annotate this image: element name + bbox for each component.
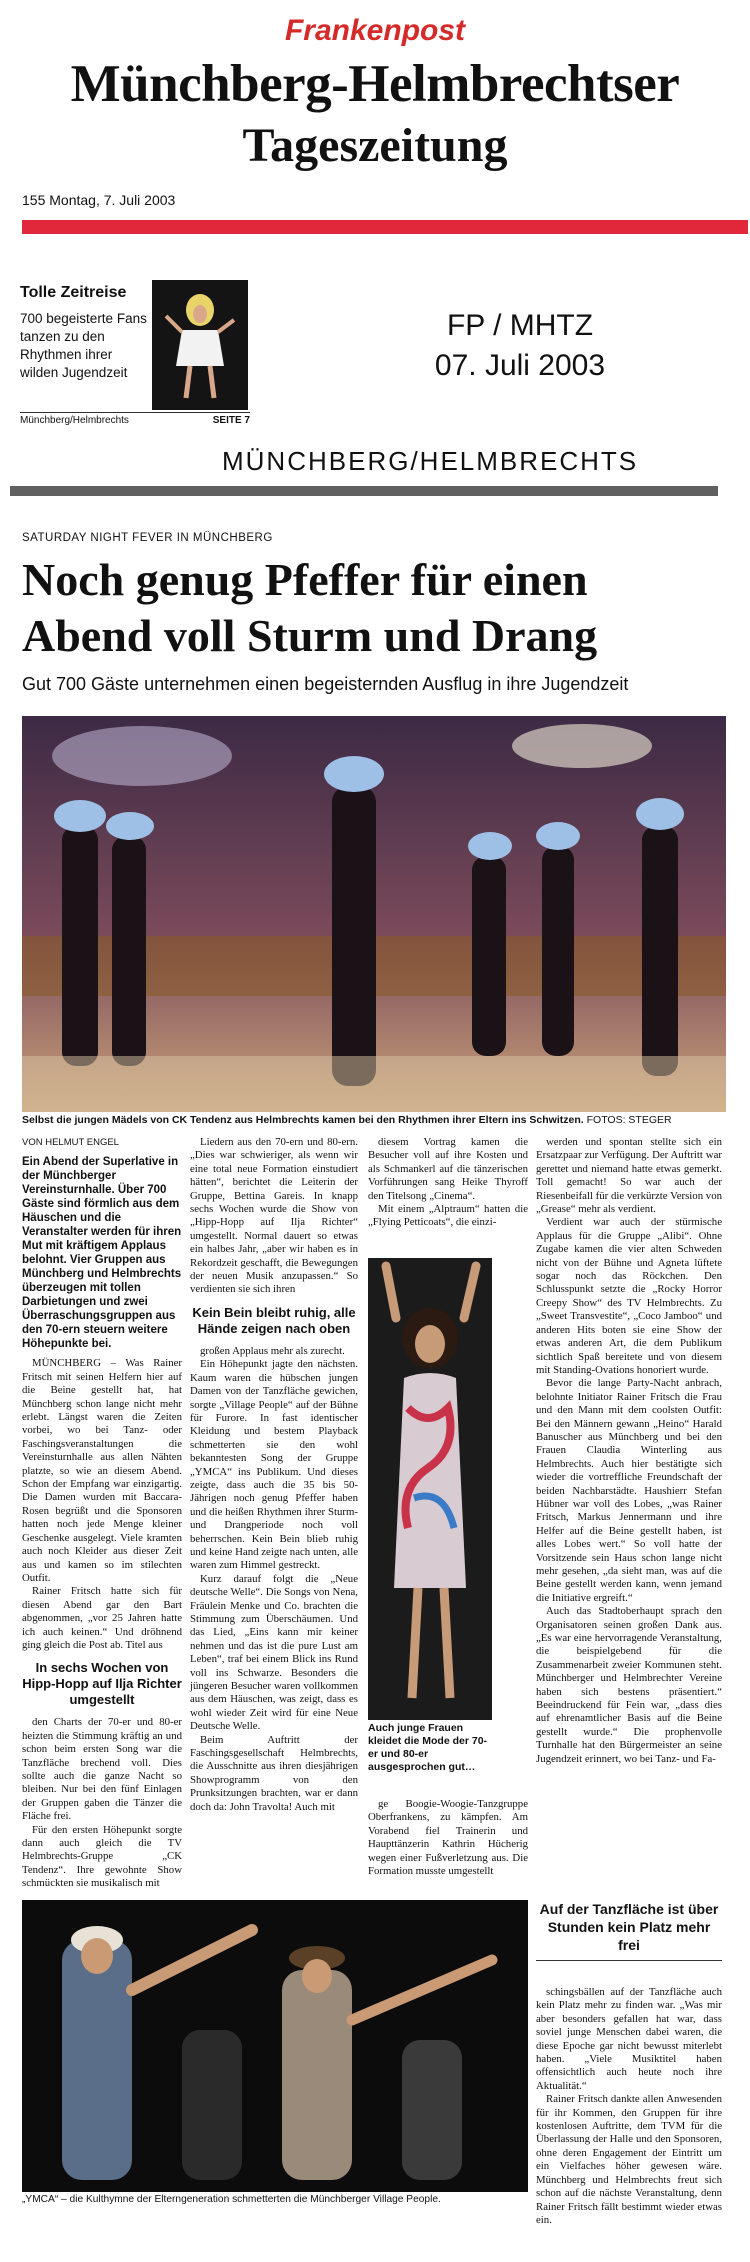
teaser-title: Tolle Zeitreise [20, 284, 127, 301]
teaser-location: Münchberg/Helmbrechts [20, 415, 129, 426]
young-woman-photo [368, 1258, 492, 1720]
article-column-3-bottom [368, 1798, 528, 1892]
issue-line: 155 Montag, 7. Juli 2003 [22, 192, 176, 208]
body-paragraph: Für den ersten Höhepunkt sorgte dann auch gleich die TV Helmbrechts-Gruppe „CK Tendenz“. Ihre gewohnte Show schmückten sie musikalisch mit [22, 1823, 182, 1890]
body-paragraph: Bevor die lange Party-Nacht anbrach, belohnte Initiator Rainer Fritsch die Frau und den Mann mit dem coolsten Outfit: Bei den Männern gewann „Heino“ Harald Banuscher aus Münchberg und bei den Frauen Claudia Winterling aus Helmbrechts. Auch hier bestätigte sich wieder die vortreffliche Freundschaft der beiden Nachbarstädte. Haushierr Stefan Hübner war voll des Lobes, „was Rainer Fritsch, Markus Jennermann und ihre Helfer auf die Beine gestellt haben, ist alles Lobes wert.“ So voll hatte der Vorsitzende sein Haus schon lange nicht mehr gesehen, „da sieht man, was auf die Beine gestellt werden kann, wenn jemand die Initiative ergreift.“ [536, 1377, 722, 1604]
newspaper-subtitle: Tageszeitung [242, 119, 508, 172]
article-column-4 [536, 1136, 722, 1892]
section-title: MÜNCHBERG/HELMBRECHTS [222, 446, 639, 476]
body-paragraph: Rainer Fritsch dankte allen Anwesenden für ihr Kommen, den Gruppen für ihre kostenlosen Auftritte, dem TVM für die Überlassung der Halle und den Sponsoren, ohne deren Engagement der Eintritt um ein Vielfaches höher gewesen wäre. Münchberg und Helmbrechts freut sich schon auf die nächste Veranstaltung, denn Rainer Fritsch fällt bestimmt wieder etwas ein. [536, 2093, 722, 2226]
intertitle-side: Auf der Tanzfläche ist über Stunden kein Platz mehr frei [536, 1900, 722, 1961]
article-kicker: SATURDAY NIGHT FEVER IN MÜNCHBERG [22, 532, 273, 544]
article-lead: Ein Abend der Superlative in der Münchberger Vereinsturnhalle. Über 700 Gäste sind förmlich aus dem Häuschen und die Veranstalter werden für ihren Mut mit kräftigem Applaus belohnt. Vier Gruppen aus Münchberg und Helmbrechts überzeugen mit tollen Darbietungen und zwei Überraschungsgruppen aus den 70-ern steuern weitere Höhepunkte bei. [22, 1156, 182, 1351]
teaser-text: 700 begeisterte Fans tanzen zu den Rhythmen ihrer wilden Jugendzeit [20, 311, 147, 380]
archive-stamp [390, 306, 650, 386]
body-paragraph: den Charts der 70-er und 80-er heizten die Stimmung kräftig an und schon beim ersten Song war die Tanzfläche brechend voll. Dies sollte auch die ganze Nacht so bleiben. Nur bei den fünf Einlagen der Gruppen gaben die Tänzer die Fläche frei. [22, 1716, 182, 1823]
article-column-1 [22, 1136, 182, 1892]
photo1-caption-line [22, 1114, 726, 1126]
body-paragraph: Mit einem „Alptraum“ hatten die „Flying Petticoats“, die einzi- [368, 1203, 528, 1229]
article-column-3-top [368, 1136, 528, 1254]
photo1-caption: Selbst die jungen Mädels von CK Tendenz aus Helmbrechts kamen bei den Rhythmen ihrer Eltern ins Schwitzen. [22, 1114, 584, 1126]
stamp-date: 07. Juli 2003 [434, 349, 606, 382]
body-paragraph: MÜNCHBERG – Was Rainer Fritsch mit seinen Helfern hier auf die Beine gestellt hat, hat Münchberg schon lange nicht mehr erlebt. Längst waren die Zeiten vorbei, wo bei Tanz- oder Faschingsveranstaltungen die Vereinsturnhalle aus allen Nähten platzte, so wie an diesem Abend. Schon der Empfang war einzigartig. Die Damen wurden mit Baccara-Rosen begrüßt und die Sponsoren hatten noch jede Menge kleiner Geschenke ausgelegt. Viele kramten auch noch Kleider aus dieser Zeit aus und kamen so im stilechten Outfit. [22, 1357, 182, 1584]
photo3-caption: „YMCA“ – die Kulthymne der Elterngeneration schmetterten die Münchberger Village People. [22, 2194, 441, 2205]
dance-stage-photo [22, 716, 726, 1112]
teaser-footer [20, 412, 250, 426]
section-rule [10, 486, 718, 496]
teaser-photo [152, 280, 248, 410]
body-paragraph: Liedern aus den 70-ern und 80-ern. „Dies war schwieriger, als wenn wir eine total neue Formation einstudiert hätten“, berichtet die Leiterin der Gruppe, Bettina Gareis. In knapp sechs Wochen wurde die Show von „Hipp-Hopp auf Ilja Richter“ umgestellt. Normal dauert so etwas ein halbes Jahr, „aber wir haben es in Rekordzeit geschafft, die Bewegungen der neuen Musik anzupassen.“ So verdienten sie sich ihren [190, 1136, 358, 1296]
article-column-2 [190, 1136, 358, 1892]
stamp-source: FP / MHTZ [446, 309, 594, 342]
article-subheadline: Gut 700 Gäste unternehmen einen begeisternden Ausflug in ihre Jugendzeit [22, 674, 629, 694]
teaser-page: SEITE 7 [212, 415, 250, 426]
body-paragraph: Verdient war auch der stürmische Applaus für die Gruppe „Alibi“. Ohne Zugabe kamen die vier alten Schweden nicht von der Bühne und Agneta lüftete sogar noch das Röckchen. Den Schlusspunkt setzte die „Rocky Horror Creepy Show“ des TV Helmbrechts. Zu „Sweet Transvestite“, „Coco Jamboo“ und anderen Hits boten sie eine Show der etwas anderen Art, die dem Publikum sichtlich Spaß bereitete und von diesem mit Standing-Ovations honoriert wurde. [536, 1216, 722, 1376]
newspaper-title: Münchberg-Helmbrechtser [70, 55, 680, 113]
photo2-caption: Auch junge Frauen kleidet die Mode der 70-er und 80-er ausgesprochen gut… [368, 1722, 488, 1773]
body-paragraph: schingsbällen auf der Tanzfläche auch kein Platz mehr zu finden war. „Was mir aber besonders gefallen hat war, dass soviel junge Menschen dabei waren, die diese Epoche gar nicht bewusst miterlebt haben. „Viele Musiktitel haben offensichtlich auch heute noch ihre Aktualität.“ [536, 1986, 722, 2092]
body-paragraph: Rainer Fritsch hatte sich für diesen Abend gar den Bart abgenommen, „vor 25 Jahren hatte ich auch keinen.“ Und dröhnend ging gleich die Post ab. Titel aus [22, 1585, 182, 1651]
body-paragraph: Beim Auftritt der Faschingsgesellschaft Helmbrechts, die Ausschnitte aus ihren diesjährigen Showprogramm von den Prunksitzungen brachten, war er dann doch da: John Travolta! Auch mit [190, 1733, 358, 1813]
photo1-credit: FOTOS: STEGER [586, 1114, 672, 1126]
byline: VON HELMUT ENGEL [22, 1137, 119, 1148]
body-paragraph: ge Boogie-Woogie-Tanzgruppe Oberfrankens, zu kämpfen. Am Vorabend fiel Trainerin und Haupttänzerin Kathrin Hücherig wegen einer Fußverletzung aus. Die Formation musste umgestellt [368, 1798, 528, 1878]
body-paragraph: Auch das Stadtoberhaupt sprach den Organisatoren seinen großen Dank aus. „Es war eine hervorragende Veranstaltung, die beispielgebend für die Zusammenarbeit zweier Kommunen steht. Münchberger und Helmbrechter Vereine haben sich bestens präsentiert.“ Beeindruckend für Fein war, „dass dies auf ehrenamtlicher Basis auf die Beine gestellt wurde.“ Die prophenvolle Turnhalle hat den Bürgermeister an seine Jugendzeit erinnert, wo bei Tanz- und Fa- [536, 1605, 722, 1765]
ymca-photo [22, 1900, 528, 2192]
body-paragraph: großen Applaus mehr als zurecht. [200, 1344, 345, 1357]
article-column-5 [536, 1986, 722, 2226]
intertitle: In sechs Wochen von Hipp-Hopp auf Ilja Richter umgestellt [22, 1660, 182, 1708]
article-headline: Noch genug Pfeffer für einen Abend voll Sturm und Drang [22, 554, 598, 661]
intertitle: Kein Bein bleibt ruhig, alle Hände zeigen nach oben [192, 1304, 356, 1336]
brand-logo: Frankenpost [284, 14, 466, 47]
masthead-red-bar [22, 220, 748, 234]
body-paragraph: Ein Höhepunkt jagte den nächsten. Kaum waren die hübschen jungen Damen von der Tanzfläche gewichen, sorgte „Village People“ auf der Bühne für Furore. In fast identischer Kleidung und bestem Playback schmetterten sie den wohl bekanntesten Song der Gruppe „YMCA“ ins Publikum. Und dieses zeigte, dass auch die 35 bis 50-Jährigen noch genug Pfeffer haben und die heißen Rhythmen ihrer Sturm- und Drangperiode noch voll beherrschen. Kein Bein blieb ruhig und keine Hand zeigte nach unten, alle waren zum Himmel gestreckt. [190, 1358, 358, 1572]
body-paragraph: Kurz darauf folgt die „Neue deutsche Welle“. Die Songs von Nena, Fräulein Menke und Co. brachten die Stimmung zum Überschäumen. Und das Lied, „Eins kann mir keiner nehmen und das ist die pure Lust am Leben“, traf bei einem Blick ins Rund voll ins Schwarze. Besonders die jüngeren Besucher waren vollkommen aus dem Häuschen, was zeigt, dass es wohl wieder Zeit wird für eine Neue Deutsche Welle. [190, 1572, 358, 1733]
body-paragraph: diesem Vortrag kamen die Besucher voll auf ihre Kosten und als Schmankerl auf die tänzerischen Vorführungen sang Heike Thyroff den Titelsong „Cinema“. [368, 1136, 528, 1202]
body-paragraph: werden und spontan stellte sich ein Ersatzpaar zur Verfügung. Der Auftritt war gerettet und niemand hatte etwas gemerkt. Toll gemacht! So war auch der Riesenbeifall für die verkürzte Version von „Grease“ mehr als verdient. [536, 1136, 722, 1216]
